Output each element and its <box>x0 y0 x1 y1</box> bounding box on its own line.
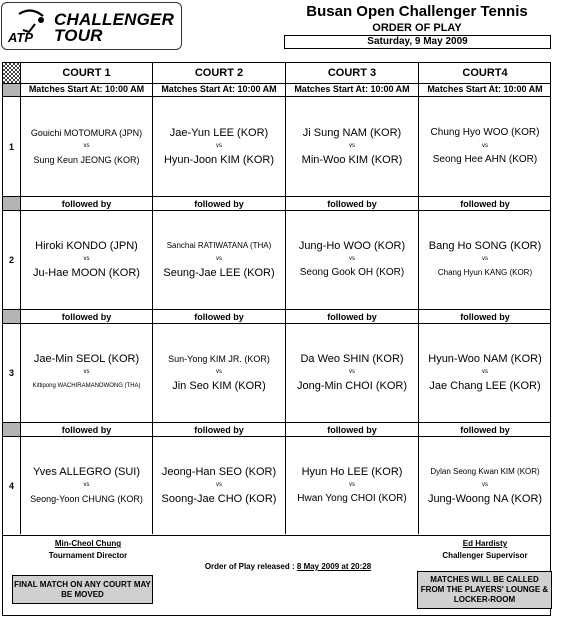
match-cell <box>419 211 551 309</box>
player-name: Da Weo SHIN (KOR) <box>300 353 404 365</box>
row-number: 3 <box>8 368 14 378</box>
corner-checker <box>3 63 20 83</box>
match-cell <box>419 324 551 422</box>
release-value: 8 May 2009 at 20:28 <box>296 562 372 571</box>
player-name: Hiroki KONDO (JPN) <box>35 240 138 252</box>
order-of-play-title: ORDER OF PLAY <box>372 22 462 34</box>
start-time: Matches Start At: 10:00 AM <box>294 84 410 94</box>
player-name: Ji Sung NAM (KOR) <box>302 127 402 139</box>
court-header: COURT4 <box>462 67 508 79</box>
followed-by-label: followed by <box>61 425 112 435</box>
match-cell <box>286 437 418 535</box>
match-cell <box>419 97 551 196</box>
player-name: Kittipong WACHIRAMANOWONG (THA) <box>32 383 141 389</box>
vs-label: vs <box>83 369 90 375</box>
match-cell <box>286 324 418 422</box>
players-lounge-note-text: MATCHES WILL BE CALLED FROM THE PLAYERS' LOUNGE & LOCKER-ROOM <box>420 575 549 604</box>
vs-label: vs <box>83 482 90 488</box>
match-cell <box>21 97 152 196</box>
player-name: Jeong-Han SEO (KOR) <box>161 466 277 478</box>
grey-marker <box>3 197 20 210</box>
followed-by-label: followed by <box>460 199 510 209</box>
grey-marker <box>3 310 20 323</box>
player-name: Chang Hyun KANG (KOR) <box>437 268 533 277</box>
vs-label: vs <box>349 369 355 375</box>
player-name: Chung Hyo WOO (KOR) <box>430 127 540 138</box>
match-cell <box>153 437 285 535</box>
vs-label: vs <box>83 143 90 149</box>
followed-by-label: followed by <box>194 199 244 209</box>
player-name: Jung-Woong NA (KOR) <box>427 493 543 505</box>
vs-label: vs <box>482 369 488 375</box>
final-match-note <box>12 575 153 604</box>
followed-by-label: followed by <box>194 312 244 322</box>
release-info <box>163 562 413 572</box>
row-number: 1 <box>8 142 14 152</box>
row-number: 2 <box>8 255 14 265</box>
grey-marker <box>3 84 20 96</box>
match-cell <box>153 211 285 309</box>
player-name: Ju-Hae MOON (KOR) <box>33 267 140 279</box>
player-name: Seung-Jae LEE (KOR) <box>163 267 275 279</box>
event-title: Busan Open Challenger Tennis <box>306 3 528 20</box>
followed-by-label: followed by <box>327 312 377 322</box>
player-name: Jong-Min CHOI (KOR) <box>296 380 408 392</box>
match-cell <box>286 211 418 309</box>
row-number: 4 <box>8 481 14 491</box>
court-header: COURT 1 <box>62 67 111 79</box>
match-cell <box>153 97 285 196</box>
player-name: Jae Chang LEE (KOR) <box>429 380 541 392</box>
player-name: Yves ALLEGRO (SUI) <box>33 466 140 478</box>
player-name: Hyun Ho LEE (KOR) <box>301 466 403 478</box>
followed-by-label: followed by <box>460 312 510 322</box>
followed-by-label: followed by <box>61 312 112 322</box>
player-name: Jung-Ho WOO (KOR) <box>298 240 406 252</box>
player-name: Seong Gook OH (KOR) <box>299 267 405 278</box>
vs-label: vs <box>216 369 222 375</box>
match-cell <box>153 324 285 422</box>
match-cell <box>21 324 152 422</box>
start-time: Matches Start At: 10:00 AM <box>161 84 277 94</box>
player-name: Sanchai RATIWATANA (THA) <box>166 241 272 250</box>
player-name: Jae-Yun LEE (KOR) <box>169 127 269 139</box>
followed-by-label: followed by <box>194 425 244 435</box>
player-name: Jin Seo KIM (KOR) <box>172 380 266 392</box>
player-name: Dylan Seong Kwan KIM (KOR) <box>430 467 540 476</box>
followed-by-label: followed by <box>327 199 377 209</box>
court-header: COURT 2 <box>194 67 244 79</box>
atp-logo-text: ATP <box>8 30 34 45</box>
match-cell <box>21 437 152 535</box>
atp-challenger-tour-logo <box>1 2 182 50</box>
court-header: COURT 3 <box>327 67 377 79</box>
player-name: Seong-Yoon CHUNG (KOR) <box>30 494 143 504</box>
followed-by-label: followed by <box>327 425 377 435</box>
player-name: Jae-Min SEOL (KOR) <box>33 353 140 365</box>
release-label: Order of Play released : <box>204 562 295 571</box>
player-name: Min-Woo KIM (KOR) <box>301 154 403 166</box>
vs-label: vs <box>83 256 90 262</box>
director-role: Tournament Director <box>48 551 128 560</box>
director-name: Min-Cheol Chung <box>54 539 122 548</box>
vs-label: vs <box>216 256 222 262</box>
player-name: Hyun-Woo NAM (KOR) <box>428 353 542 365</box>
players-lounge-note <box>417 571 552 609</box>
player-name: Seong Hee AHN (KOR) <box>432 154 538 165</box>
followed-by-label: followed by <box>460 425 510 435</box>
player-name: Gouichi MOTOMURA (JPN) <box>30 128 143 138</box>
date-banner: Saturday, 9 May 2009 <box>284 35 551 49</box>
start-time: Matches Start At: 10:00 AM <box>427 84 543 94</box>
logo-tour-text: TOUR <box>54 26 103 45</box>
footer <box>3 536 550 615</box>
vs-label: vs <box>349 143 355 149</box>
match-cell <box>286 97 418 196</box>
logo-challenger-text: CHALLENGER <box>54 10 175 29</box>
supervisor-name: Ed Hardisty <box>462 539 508 548</box>
followed-by-label: followed by <box>61 199 112 209</box>
player-name: Sung Keun JEONG (KOR) <box>33 155 140 165</box>
match-cell <box>419 437 551 535</box>
player-name: Hyun-Joon KIM (KOR) <box>163 154 275 166</box>
vs-label: vs <box>482 482 488 488</box>
vs-label: vs <box>349 256 355 262</box>
player-name: Sun-Yong KIM JR. (KOR) <box>168 354 270 364</box>
supervisor-role: Challenger Supervisor <box>442 551 528 560</box>
vs-label: vs <box>482 143 488 149</box>
atp-logo-icon <box>5 8 53 46</box>
match-cell <box>21 211 152 309</box>
final-match-note-text: FINAL MATCH ON ANY COURT MAY BE MOVED <box>14 579 151 599</box>
vs-label: vs <box>216 143 222 149</box>
vs-label: vs <box>349 482 355 488</box>
player-name: Soong-Jae CHO (KOR) <box>161 493 277 505</box>
start-time: Matches Start At: 10:00 AM <box>28 84 145 94</box>
grey-marker <box>3 423 20 436</box>
order-of-play-grid <box>2 62 551 616</box>
player-name: Bang Ho SONG (KOR) <box>428 240 542 252</box>
vs-label: vs <box>482 256 488 262</box>
player-name: Hwan Yong CHOI (KOR) <box>297 493 407 504</box>
vs-label: vs <box>216 482 222 488</box>
